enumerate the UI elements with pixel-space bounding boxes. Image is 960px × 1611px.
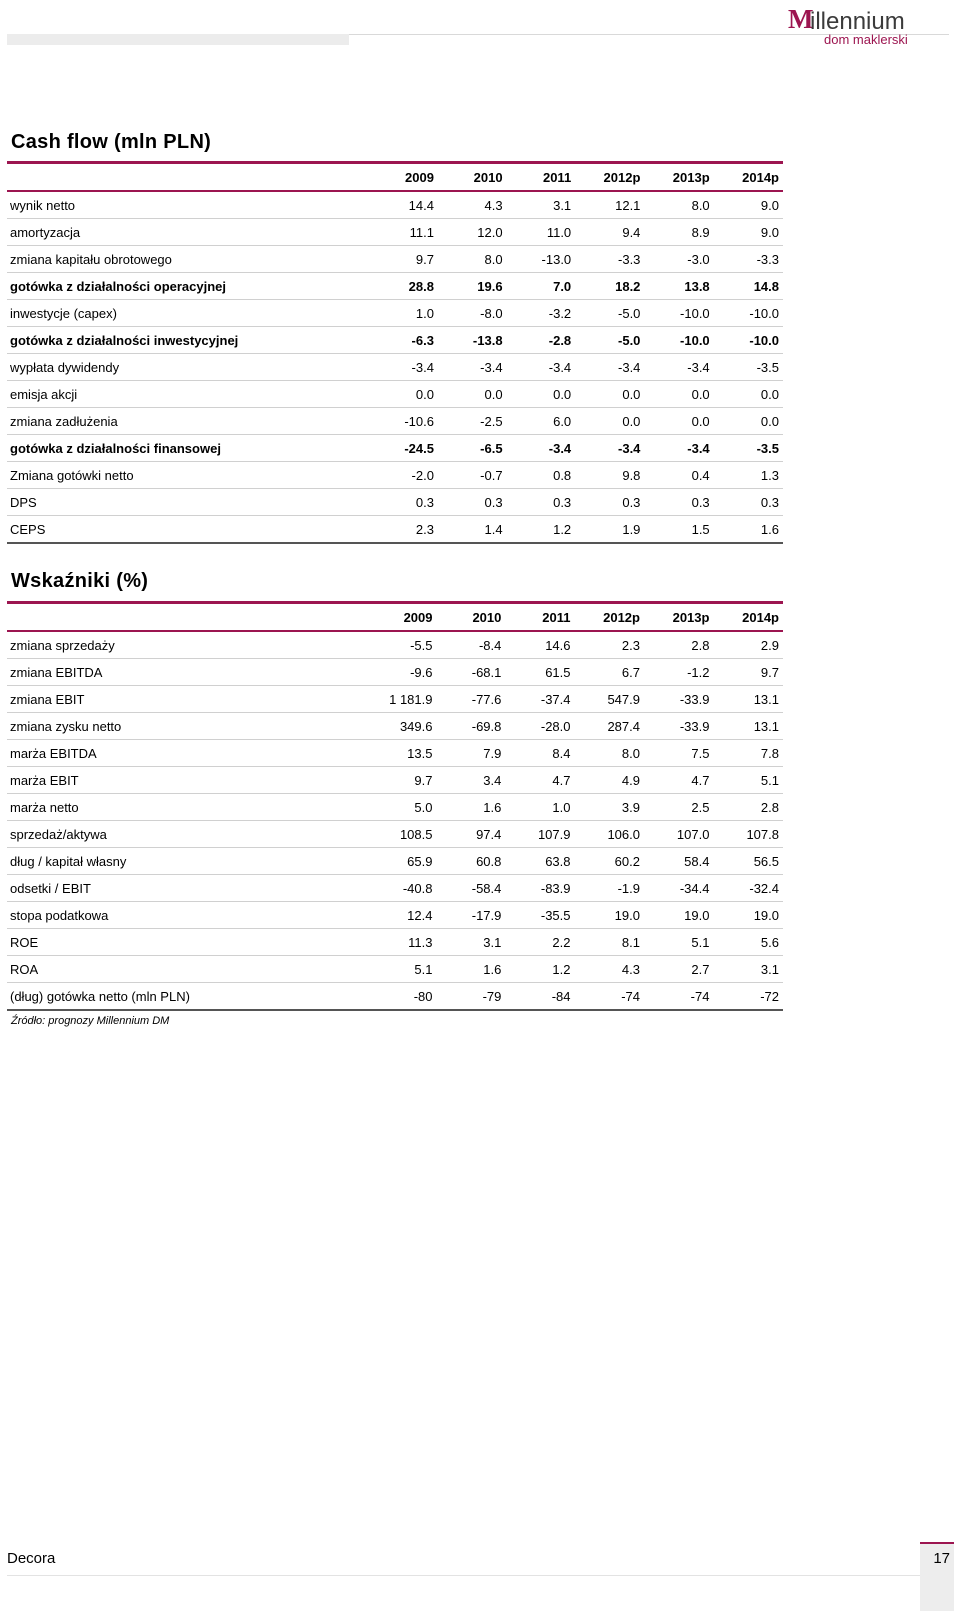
table-cell: -6.5 [480, 440, 503, 456]
table-cell: 2.3 [415, 521, 434, 537]
table-cell: 0.0 [622, 386, 641, 402]
table-cell: -72 [760, 988, 779, 1004]
table-cell: 13.1 [753, 718, 779, 734]
table-cell: -37.4 [540, 691, 571, 707]
footer-company: Decora [7, 1550, 56, 1567]
table-cell: 0.0 [760, 386, 779, 402]
table-cell: -3.4 [548, 440, 572, 456]
table-row [7, 848, 783, 875]
footer-line [7, 1575, 920, 1576]
table-cell: -3.4 [411, 359, 434, 375]
logo-m-mark: M [788, 4, 813, 34]
column-header: 2014p [742, 609, 779, 625]
header-bar [7, 34, 349, 45]
table-cell: -2.5 [480, 413, 503, 429]
table-cell: 5.0 [414, 799, 433, 815]
row-label: (dług) gotówka netto (mln PLN) [10, 988, 190, 1004]
table-cell: 107.0 [676, 826, 710, 842]
table-cell: 3.1 [483, 934, 502, 950]
table-cell: 547.9 [607, 691, 640, 707]
row-label: CEPS [10, 521, 46, 537]
table-cell: 14.4 [408, 197, 434, 213]
table-cell: -74 [690, 988, 710, 1004]
ratios-title: Wskaźniki (%) [11, 570, 149, 592]
table-cell: 13.8 [684, 278, 710, 294]
page-box-accent [920, 1542, 954, 1544]
table-row [7, 354, 783, 381]
row-label: gotówka z działalności operacyjnej [10, 278, 227, 294]
row-label: gotówka z działalności finansowej [10, 440, 221, 456]
table-cell: 8.1 [621, 934, 640, 950]
table-cell: 1.6 [483, 961, 502, 977]
table-cell: 0.0 [622, 413, 641, 429]
table-row [7, 929, 783, 956]
table-cell: -6.3 [411, 332, 434, 348]
table-cell: 0.0 [691, 413, 710, 429]
table-cell: -33.9 [679, 691, 710, 707]
row-label: odsetki / EBIT [10, 880, 91, 896]
table-cell: 107.9 [537, 826, 571, 842]
table-cell: -28.0 [540, 718, 571, 734]
table-cell: 5.1 [691, 934, 710, 950]
table-cell: -3.3 [618, 251, 641, 267]
source-note: Źródło: prognozy Millennium DM [11, 1015, 170, 1027]
table-cell: -33.9 [679, 718, 710, 734]
table-cell: -3.4 [548, 359, 572, 375]
row-label: marża netto [10, 799, 79, 815]
table-cell: 1 181.9 [389, 691, 433, 707]
table-cell: 61.5 [545, 664, 571, 680]
table-cell: 0.3 [622, 494, 641, 510]
table-row [7, 462, 783, 489]
table-cell: 1.6 [760, 521, 779, 537]
table-cell: 4.7 [552, 772, 571, 788]
cashflow-table [7, 161, 783, 544]
table-cell: 4.7 [691, 772, 710, 788]
table-cell: 106.0 [607, 826, 640, 842]
table-cell: 2.3 [621, 637, 640, 653]
table-cell: -68.1 [471, 664, 502, 680]
table-cell: 8.0 [484, 251, 503, 267]
table-cell: 9.7 [760, 664, 779, 680]
column-header: 2012p [603, 169, 641, 185]
table-cell: -3.5 [756, 440, 779, 456]
table-cell: 107.8 [746, 826, 779, 842]
table-cell: 12.0 [477, 224, 503, 240]
column-header: 2013p [672, 609, 710, 625]
table-cell: 0.0 [691, 386, 710, 402]
table-cell: -1.9 [617, 880, 640, 896]
table-row [7, 713, 783, 740]
table-cell: -2.0 [411, 467, 434, 483]
table-cell: 11.3 [408, 934, 433, 950]
page-number: 17 [933, 1550, 950, 1567]
table-cell: 58.4 [684, 853, 710, 869]
table-cell: 12.1 [615, 197, 641, 213]
header-corner [7, 603, 366, 632]
table-cell: 8.0 [691, 197, 710, 213]
column-header: 2011 [542, 169, 572, 185]
table-cell: 1.0 [415, 305, 434, 321]
table-cell: -34.4 [679, 880, 710, 896]
table-cell: 13.1 [753, 691, 779, 707]
table-row [7, 956, 783, 983]
table-cell: 4.9 [621, 772, 640, 788]
table-cell: 1.2 [553, 521, 572, 537]
table-cell: -10.6 [404, 413, 434, 429]
table-row [7, 686, 783, 713]
ratios-header-row [7, 603, 783, 632]
table-cell: 0.3 [691, 494, 710, 510]
table-cell: 8.4 [552, 745, 571, 761]
table-cell: -17.9 [471, 907, 502, 923]
table-cell: 19.0 [684, 907, 710, 923]
table-cell: -3.4 [687, 359, 710, 375]
table-cell: -10.0 [680, 332, 710, 348]
table-cell: -8.0 [480, 305, 503, 321]
cashflow-title: Cash flow (mln PLN) [11, 131, 212, 153]
table-cell: 1.2 [552, 961, 571, 977]
table-cell: -35.5 [540, 907, 571, 923]
table-cell: 7.9 [483, 745, 502, 761]
table-cell: -83.9 [540, 880, 571, 896]
header-corner [7, 163, 369, 192]
table-cell: 65.9 [407, 853, 433, 869]
table-cell: 13.5 [407, 745, 433, 761]
page-number-box [920, 1542, 954, 1611]
table-cell: 12.4 [407, 907, 433, 923]
table-cell: 6.7 [621, 664, 640, 680]
table-cell: 0.3 [553, 494, 572, 510]
table-cell: 11.1 [409, 224, 434, 240]
table-row [7, 740, 783, 767]
table-cell: -3.5 [756, 359, 779, 375]
table-row [7, 875, 783, 902]
column-header: 2009 [403, 609, 433, 625]
table-row [7, 327, 783, 354]
table-cell: 7.8 [760, 745, 779, 761]
table-cell: -0.7 [480, 467, 503, 483]
table-cell: -3.4 [618, 440, 641, 456]
table-cell: -13.0 [541, 251, 572, 267]
table-cell: 0.0 [553, 386, 572, 402]
table-cell: 5.1 [760, 772, 779, 788]
cashflow-header-row [7, 163, 783, 192]
table-cell: 14.8 [753, 278, 779, 294]
table-cell: 56.5 [753, 853, 779, 869]
table-cell: 19.0 [614, 907, 640, 923]
table-cell: 0.3 [760, 494, 779, 510]
row-label: Zmiana gotówki netto [10, 467, 134, 483]
row-label: marża EBITDA [10, 745, 97, 761]
row-label: ROA [10, 961, 39, 977]
table-cell: 3.9 [621, 799, 640, 815]
table-cell: 0.0 [760, 413, 779, 429]
ratios-table [7, 601, 783, 1011]
table-cell: 18.2 [615, 278, 641, 294]
table-cell: -3.2 [548, 305, 572, 321]
table-row [7, 408, 783, 435]
table-cell: -1.2 [687, 664, 710, 680]
table-cell: 3.1 [553, 197, 572, 213]
table-cell: 97.4 [476, 826, 502, 842]
table-cell: 4.3 [484, 197, 503, 213]
table-cell: 28.8 [408, 278, 434, 294]
table-cell: -69.8 [471, 718, 502, 734]
table-cell: -58.4 [471, 880, 502, 896]
table-cell: 0.3 [484, 494, 503, 510]
table-cell: 1.6 [483, 799, 502, 815]
table-cell: 8.0 [621, 745, 640, 761]
table-cell: 5.6 [760, 934, 779, 950]
table-cell: 2.9 [760, 637, 779, 653]
row-label: zmiana kapitału obrotowego [10, 251, 172, 267]
table-row [7, 381, 783, 408]
table-cell: 4.3 [621, 961, 640, 977]
table-cell: 349.6 [399, 718, 433, 734]
row-label: amortyzacja [10, 224, 81, 240]
table-row [7, 767, 783, 794]
table-cell: -80 [413, 988, 433, 1004]
table-cell: -77.6 [471, 691, 502, 707]
row-label: wypłata dywidendy [10, 359, 120, 375]
column-header: 2010 [473, 169, 503, 185]
table-row [7, 516, 783, 544]
row-label: inwestycje (capex) [10, 305, 117, 321]
table-cell: -10.0 [680, 305, 710, 321]
table-cell: -13.8 [472, 332, 503, 348]
table-cell: 9.0 [760, 224, 779, 240]
column-header: 2012p [603, 609, 640, 625]
table-cell: -79 [482, 988, 502, 1004]
table-cell: -10.0 [749, 332, 779, 348]
table-row [7, 300, 783, 327]
row-label: dług / kapitał własny [10, 853, 127, 869]
row-label: zmiana EBIT [10, 691, 85, 707]
table-cell: 2.8 [760, 799, 779, 815]
table-cell: 3.4 [483, 772, 502, 788]
millennium-logo [788, 2, 954, 46]
table-cell: -3.3 [756, 251, 779, 267]
logo-word: illennium [810, 8, 905, 35]
table-cell: 0.0 [484, 386, 503, 402]
table-cell: -32.4 [749, 880, 779, 896]
table-cell: 2.8 [691, 637, 710, 653]
table-row [7, 983, 783, 1011]
table-cell: 11.0 [546, 224, 572, 240]
table-row [7, 659, 783, 686]
table-cell: 0.8 [553, 467, 572, 483]
table-cell: 108.5 [399, 826, 433, 842]
table-cell: -3.4 [480, 359, 503, 375]
table-cell: 7.5 [691, 745, 710, 761]
table-cell: -84 [551, 988, 571, 1004]
table-cell: 1.5 [691, 521, 710, 537]
table-cell: -5.0 [618, 332, 641, 348]
table-cell: 63.8 [545, 853, 571, 869]
column-header: 2011 [542, 609, 571, 625]
table-cell: 0.0 [415, 386, 434, 402]
row-label: wynik netto [10, 197, 76, 213]
table-cell: -9.6 [410, 664, 433, 680]
row-label: zmiana EBITDA [10, 664, 103, 680]
table-cell: -3.0 [687, 251, 710, 267]
table-row [7, 219, 783, 246]
table-row [7, 794, 783, 821]
table-cell: -5.5 [410, 637, 433, 653]
table-cell: 1.0 [552, 799, 571, 815]
table-cell: 19.0 [753, 907, 779, 923]
table-cell: 0.3 [415, 494, 434, 510]
table-cell: 7.0 [553, 278, 572, 294]
table-cell: 8.9 [691, 224, 710, 240]
table-cell: -10.0 [749, 305, 779, 321]
row-label: marża EBIT [10, 772, 79, 788]
column-header: 2010 [472, 609, 502, 625]
table-cell: 9.8 [622, 467, 641, 483]
row-label: DPS [10, 494, 37, 510]
table-cell: 1.4 [484, 521, 503, 537]
table-cell: 2.7 [691, 961, 710, 977]
table-cell: 3.1 [760, 961, 779, 977]
row-label: stopa podatkowa [10, 907, 109, 923]
table-cell: 6.0 [553, 413, 572, 429]
row-label: zmiana zadłużenia [10, 413, 118, 429]
table-cell: 1.3 [760, 467, 779, 483]
table-cell: 2.5 [691, 799, 710, 815]
table-cell: 2.2 [552, 934, 571, 950]
table-row [7, 631, 783, 659]
table-cell: -40.8 [402, 880, 433, 896]
table-cell: 0.4 [691, 467, 710, 483]
row-label: emisja akcji [10, 386, 78, 402]
column-header: 2013p [672, 169, 710, 185]
logo-subtitle: dom maklerski [824, 32, 908, 47]
table-cell: 14.6 [545, 637, 571, 653]
row-label: zmiana sprzedaży [10, 637, 115, 653]
table-row [7, 273, 783, 300]
table-row [7, 489, 783, 516]
row-label: zmiana zysku netto [10, 718, 122, 734]
row-label: gotówka z działalności inwestycyjnej [10, 332, 239, 348]
table-row [7, 435, 783, 462]
table-cell: -3.4 [687, 440, 710, 456]
table-row [7, 821, 783, 848]
table-cell: -2.8 [548, 332, 572, 348]
table-cell: -3.4 [618, 359, 641, 375]
table-row [7, 902, 783, 929]
table-cell: 9.7 [415, 251, 434, 267]
table-cell: 9.4 [622, 224, 641, 240]
table-cell: 60.2 [614, 853, 640, 869]
table-cell: 19.6 [477, 278, 503, 294]
table-cell: 9.0 [760, 197, 779, 213]
row-label: ROE [10, 934, 39, 950]
table-cell: -24.5 [404, 440, 434, 456]
row-label: sprzedaż/aktywa [10, 826, 107, 842]
table-cell: -8.4 [478, 637, 502, 653]
table-cell: 5.1 [414, 961, 433, 977]
table-cell: 60.8 [476, 853, 502, 869]
table-cell: 1.9 [622, 521, 641, 537]
table-row [7, 246, 783, 273]
table-row [7, 191, 783, 219]
column-header: 2014p [742, 169, 779, 185]
table-cell: 9.7 [414, 772, 433, 788]
table-cell: 287.4 [607, 718, 640, 734]
table-cell: -74 [621, 988, 640, 1004]
table-cell: -5.0 [618, 305, 641, 321]
column-header: 2009 [405, 169, 434, 185]
